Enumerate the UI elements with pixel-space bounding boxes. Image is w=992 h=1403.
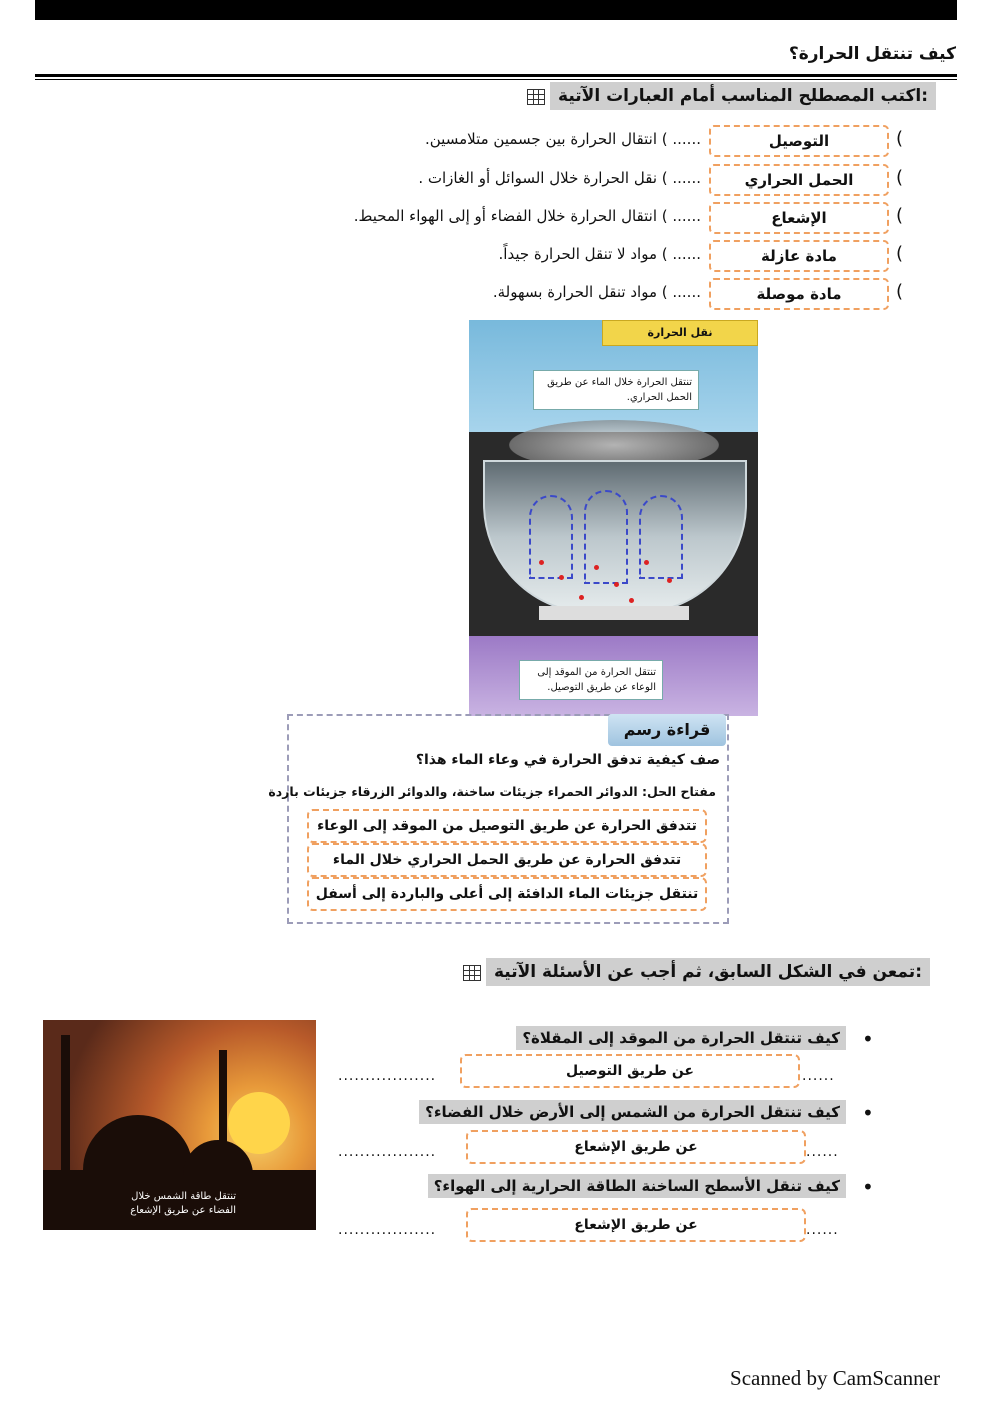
open-paren: ( (896, 128, 904, 149)
section1-heading: اكتب المصطلح المناسب أمام العبارات الآتية: (550, 82, 936, 110)
question: كيف تنقل الأسطح الساخنة الطاقة الحرارية إلى الهواء؟ (428, 1174, 846, 1198)
hot-molecule (629, 598, 634, 603)
term-definition: ...... ) مواد لا تنقل الحرارة جيداً. (498, 245, 701, 263)
hot-molecule (594, 565, 599, 570)
answer-dots: ...... (806, 1222, 839, 1238)
reading-answer-box: تنتقل جزيئات الماء الدافئة إلى أعلى والباردة إلى أسفل (307, 877, 707, 911)
hot-molecule (539, 560, 544, 565)
hot-molecule (614, 582, 619, 587)
term-definition: ...... ) انتقال الحرارة بين جسمين متلامسين. (425, 130, 701, 148)
term-answer-box: الإشعاع (709, 202, 889, 234)
answer-dots: .................. (338, 1068, 437, 1084)
heat-transfer-illustration (469, 320, 758, 716)
bullet: • (862, 1175, 874, 1199)
convection-loop (529, 495, 573, 579)
answer-box: عن طريق الإشعاع (466, 1130, 806, 1164)
hot-molecule (644, 560, 649, 565)
convection-note: تنتقل الحرارة خلال الماء عن طريق الحمل الحراري. (533, 370, 699, 410)
open-paren: ( (896, 205, 904, 226)
term-answer-box: التوصيل (709, 125, 889, 157)
hot-molecule (559, 575, 564, 580)
photo-caption: تنتقل طاقة الشمس خلال الفضاء عن طريق الإشعاع (130, 1191, 236, 1216)
bullet: • (862, 1101, 874, 1125)
term-answer-box: الحمل الحراري (709, 164, 889, 196)
reading-answer-box: تتدفق الحرارة عن طريق الحمل الحراري خلال الماء (307, 843, 707, 877)
term-definition: ...... ) انتقال الحرارة خلال الفضاء أو إلى الهواء المحيط. (353, 207, 701, 225)
grid-icon (463, 965, 481, 981)
open-paren: ( (896, 281, 904, 302)
reading-question: صف كيفية تدفق الحرارة في وعاء الماء هذا؟ (415, 752, 720, 768)
minaret (219, 1050, 227, 1200)
question: كيف تنتقل الحرارة من الشمس إلى الأرض خلال الفضاء؟ (419, 1100, 846, 1124)
convection-loop (639, 495, 683, 579)
illustration-tab: نقل الحرارة (602, 320, 758, 346)
sun (228, 1092, 290, 1154)
divider (35, 74, 957, 77)
reading-key: مفتاح الحل: الدوائر الحمراء جزيئات ساخنة، والدوائر الزرقاء جزيئات باردة (268, 784, 716, 799)
grid-icon (527, 89, 545, 105)
term-definition: ...... ) مواد تنقل الحرارة بسهولة. (492, 283, 701, 301)
conduction-note: تنتقل الحرارة من الموقد إلى الوعاء عن طريق التوصيل. (519, 660, 663, 700)
reading-tab: قراءة رسم (608, 714, 726, 746)
minaret (61, 1035, 70, 1205)
hot-molecule (667, 578, 672, 583)
section2-heading: تمعن في الشكل السابق، ثم أجب عن الأسئلة الآتية: (486, 958, 930, 986)
answer-box: عن طريق التوصيل (460, 1054, 800, 1088)
sunset-mosque-photo (43, 1020, 316, 1230)
term-definition: ...... ) نقل الحرارة خلال السوائل أو الغازات . (418, 169, 701, 187)
scanner-watermark: Scanned by CamScanner (730, 1366, 940, 1390)
question: كيف تنتقل الحرارة من الموقد إلى المقلاة؟ (516, 1026, 846, 1050)
term-answer-box: مادة موصلة (709, 278, 889, 310)
term-answer-box: مادة عازلة (709, 240, 889, 272)
hot-molecule (579, 595, 584, 600)
stove-stand (539, 606, 689, 620)
answer-dots: .................. (338, 1144, 437, 1160)
answer-dots: .................. (338, 1222, 437, 1238)
open-paren: ( (896, 243, 904, 264)
top-black-bar (35, 0, 957, 20)
open-paren: ( (896, 167, 904, 188)
section2-heading-row (457, 962, 930, 982)
divider-thin (35, 79, 957, 80)
bullet: • (862, 1027, 874, 1051)
answer-box: عن طريق الإشعاع (466, 1208, 806, 1242)
section1-heading-row (521, 86, 936, 106)
answer-dots: ...... (806, 1144, 839, 1160)
convection-loop (584, 490, 628, 584)
reading-answer-box: تتدفق الحرارة عن طريق التوصيل من الموقد إلى الوعاء (307, 809, 707, 843)
answer-dots: ...... (802, 1068, 835, 1084)
page-title: كيف تنتقل الحرارة؟ (788, 44, 956, 64)
